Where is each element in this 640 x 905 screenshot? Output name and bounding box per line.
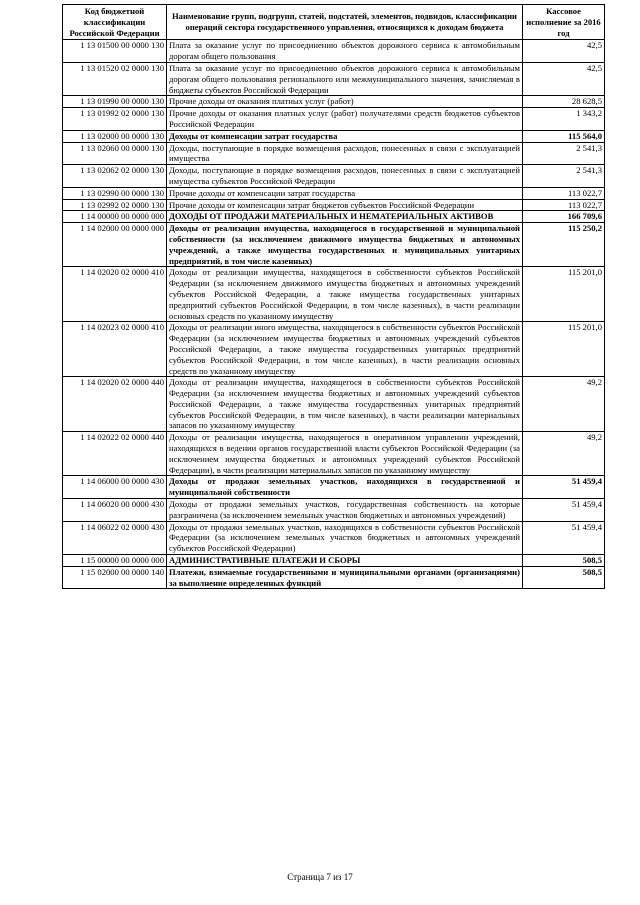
row-value: 113 022,7 [523, 187, 605, 199]
table-row [63, 223, 605, 267]
row-value: 115 250,2 [523, 223, 605, 267]
row-name: Доходы от продажи земельных участков, находящихся в собственности субъектов Российской Федерации (за исключением земельных участков бюджетных и автономных учреждений субъектов Российской Федерации) [167, 521, 523, 554]
row-name: Доходы от реализации имущества, находящегося в собственности субъектов Российской Федерации (за исключением имущества бюджетных и автономных учреждений субъектов Российской Федерации, а также имущества государственных унитарных предприятий субъектов Российской Федерации, в том числе казенных), в части реализации материальных запасов по указанному имуществу [167, 377, 523, 432]
row-code: 1 13 02062 02 0000 130 [63, 165, 167, 188]
table-row [63, 108, 605, 131]
row-code: 1 13 01500 00 0000 130 [63, 40, 167, 63]
row-name: Прочие доходы от компенсации затрат бюджетов субъектов Российской Федерации [167, 199, 523, 211]
table-row [63, 555, 605, 567]
row-name: Доходы от реализации имущества, находящегося в оперативном управлении учреждений, находящихся в ведении органов государственной власти субъектов Российской Федерации (за исключением имущества бюджетных и автономных учреждений субъектов Российской Федерации), в части реализации материальных запасов по указанному имуществу [167, 432, 523, 476]
table-row [63, 322, 605, 377]
row-value: 51 459,4 [523, 499, 605, 522]
row-value: 49,2 [523, 432, 605, 476]
table-row [63, 40, 605, 63]
row-name: Доходы от реализации имущества, находящегося в собственности субъектов Российской Федерации (за исключением движимого имущества бюджетных и автономных учреждений субъектов Российской Федерации, а также имущества государственных унитарных предприятий субъектов Российской Федерации, в том числе казенных), в части реализации основных средств по указанному имуществу [167, 267, 523, 322]
revenue-table [62, 4, 605, 589]
row-code: 1 14 02000 00 0000 000 [63, 223, 167, 267]
row-code: 1 13 01990 00 0000 130 [63, 96, 167, 108]
row-value: 115 201,0 [523, 322, 605, 377]
row-value: 1 343,2 [523, 108, 605, 131]
table-row [63, 130, 605, 142]
table-body [63, 40, 605, 589]
row-value: 42,5 [523, 40, 605, 63]
row-value: 113 022,7 [523, 199, 605, 211]
table-row [63, 499, 605, 522]
row-code: 1 14 06022 02 0000 430 [63, 521, 167, 554]
row-value: 166 709,6 [523, 211, 605, 223]
row-code: 1 14 00000 00 0000 000 [63, 211, 167, 223]
row-value: 115 564,0 [523, 130, 605, 142]
row-code: 1 15 02000 00 0000 140 [63, 566, 167, 589]
row-code: 1 14 02023 02 0000 410 [63, 322, 167, 377]
row-value: 42,5 [523, 62, 605, 95]
table-row [63, 267, 605, 322]
row-name: Доходы от продажи земельных участков, находящихся в государственной и муниципальной собственности [167, 476, 523, 499]
table-row [63, 566, 605, 589]
table-row [63, 142, 605, 165]
row-name: Плата за оказание услуг по присоединению объектов дорожного сервиса к автомобильным дорогам общего пользования [167, 40, 523, 63]
row-name: Доходы, поступающие в порядке возмещения расходов, понесенных в связи с эксплуатацией имущества субъектов Российской Федерации [167, 165, 523, 188]
row-name: Платежи, взимаемые государственными и муниципальными органами (организациями) за выполнение определенных функций [167, 566, 523, 589]
table-row [63, 165, 605, 188]
row-value: 51 459,4 [523, 521, 605, 554]
row-value: 508,5 [523, 566, 605, 589]
row-name: Доходы от реализации иного имущества, находящегося в собственности субъектов Российской Федерации (за исключением имущества бюджетных и автономных учреждений субъектов Российской Федерации, а также имущества государственных унитарных предприятий субъектов Российской Федерации, в том числе казенных), в части реализации основных средств по указанному имуществу [167, 322, 523, 377]
row-name: Доходы от реализации имущества, находящегося в государственной и муниципальной собственности (за исключением движимого имущества бюджетных и автономных учреждений, а также имущества государственных и муниципальных унитарных предприятий, в том числе казенных) [167, 223, 523, 267]
table-row [63, 476, 605, 499]
row-name: Доходы от компенсации затрат государства [167, 130, 523, 142]
row-value: 115 201,0 [523, 267, 605, 322]
header-code: Код бюджетной классификации Российской Федерации [63, 5, 167, 40]
table-row [63, 377, 605, 432]
row-name: Прочие доходы от оказания платных услуг (работ) [167, 96, 523, 108]
page-number: Страница 7 из 17 [287, 872, 353, 882]
row-code: 1 14 02020 02 0000 440 [63, 377, 167, 432]
row-code: 1 13 02060 00 0000 130 [63, 142, 167, 165]
table-row [63, 62, 605, 95]
row-code: 1 13 02992 02 0000 130 [63, 199, 167, 211]
row-code: 1 14 06020 00 0000 430 [63, 499, 167, 522]
row-code: 1 13 02000 00 0000 130 [63, 130, 167, 142]
header-value: Кассовое исполнение за 2016 год [523, 5, 605, 40]
table-row [63, 432, 605, 476]
row-code: 1 14 02022 02 0000 440 [63, 432, 167, 476]
row-value: 508,5 [523, 555, 605, 567]
row-code: 1 14 02020 02 0000 410 [63, 267, 167, 322]
row-code: 1 13 01520 02 0000 130 [63, 62, 167, 95]
row-code: 1 13 02990 00 0000 130 [63, 187, 167, 199]
row-code: 1 13 01992 02 0000 130 [63, 108, 167, 131]
row-name: ДОХОДЫ ОТ ПРОДАЖИ МАТЕРИАЛЬНЫХ И НЕМАТЕРИАЛЬНЫХ АКТИВОВ [167, 211, 523, 223]
row-value: 28 628,5 [523, 96, 605, 108]
row-name: Доходы от продажи земельных участков, государственная собственность на которые разграничена (за исключением земельных участков бюджетных и автономных учреждений) [167, 499, 523, 522]
row-name: Прочие доходы от компенсации затрат государства [167, 187, 523, 199]
row-name: Плата за оказание услуг по присоединению объектов дорожного сервиса к автомобильным дорогам общего пользования регионального или межмуниципального значения, зачисляемая в бюджеты субъектов Российской Федерации [167, 62, 523, 95]
table-row [63, 187, 605, 199]
table-row [63, 199, 605, 211]
row-value: 49,2 [523, 377, 605, 432]
table-row [63, 211, 605, 223]
header-name: Наименование групп, подгрупп, статей, подстатей, элементов, подвидов, классификации операций сектора государственного управления, относящихся к доходам бюджета [167, 5, 523, 40]
row-name: Доходы, поступающие в порядке возмещения расходов, понесенных в связи с эксплуатацией имущества [167, 142, 523, 165]
row-code: 1 14 06000 00 0000 430 [63, 476, 167, 499]
row-value: 2 541,3 [523, 165, 605, 188]
row-name: Прочие доходы от оказания платных услуг (работ) получателями средств бюджетов субъектов Российской Федерации [167, 108, 523, 131]
row-value: 51 459,4 [523, 476, 605, 499]
table-row [63, 96, 605, 108]
row-name: АДМИНИСТРАТИВНЫЕ ПЛАТЕЖИ И СБОРЫ [167, 555, 523, 567]
row-code: 1 15 00000 00 0000 000 [63, 555, 167, 567]
table-row [63, 521, 605, 554]
row-value: 2 541,3 [523, 142, 605, 165]
table-header-row [63, 5, 605, 40]
